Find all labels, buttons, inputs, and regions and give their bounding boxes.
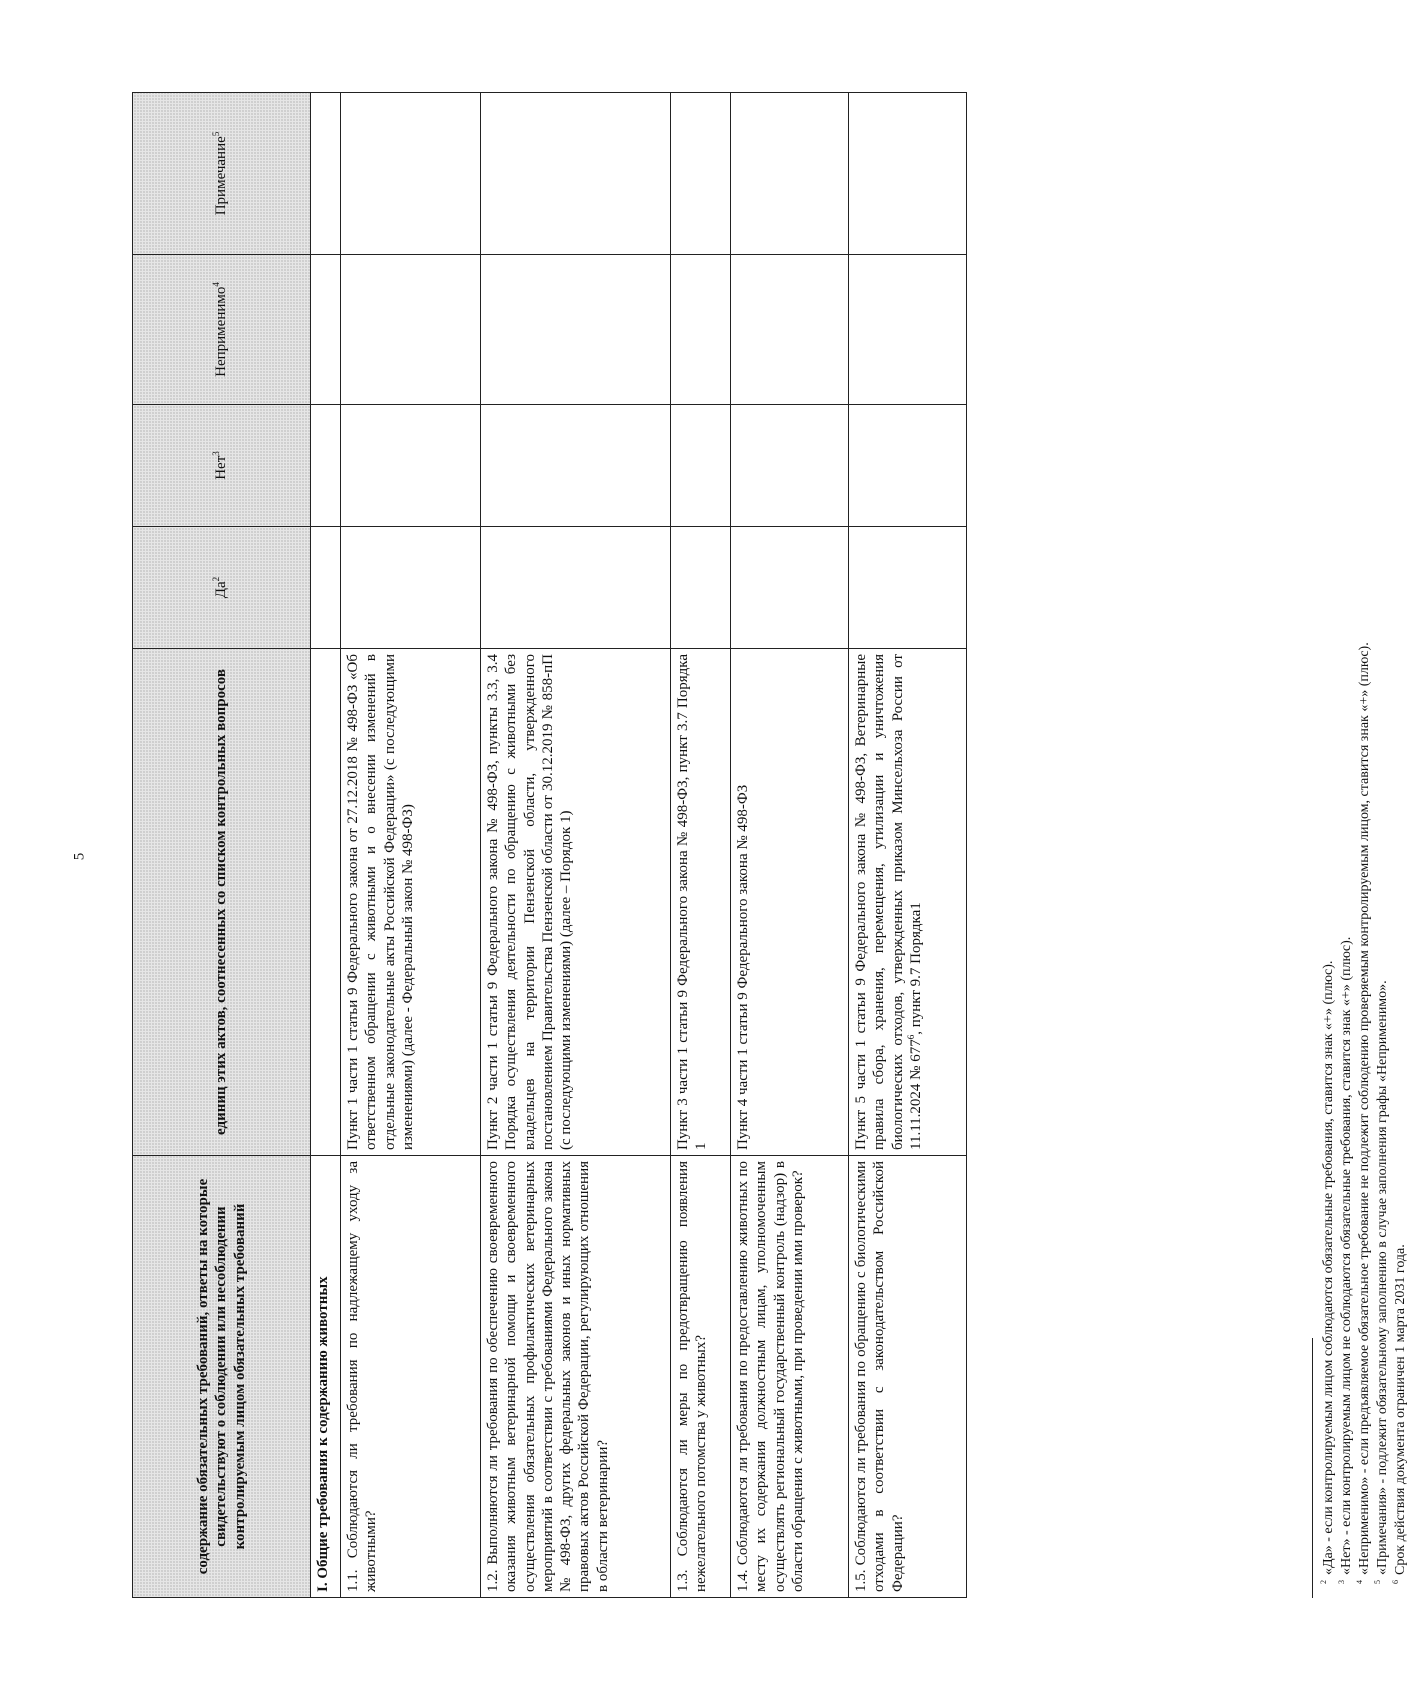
footnote: $^4$«Неприменимо» - если предъявляемое обязательное требование не подлежит соблюдению проверяемым контролируемым лицом, ставится знак «+» (плюс). [1355, 642, 1372, 1584]
header-yes: $Да^2$ [133, 527, 311, 649]
rotated-page-content [0, 45, 1408, 1640]
acts-cell: Пункт 3 части 1 статьи 9 Федерального закона № 498-ФЗ, пункт 3.7 Порядка 1 [671, 649, 731, 1156]
acts-cell: Пункт 1 части 1 статьи 9 Федерального закона от 27.12.2018 № 498-ФЗ «Об ответственном обращении с животными и о внесении изменений в отдельные законодательные акты Российской Федерации» (с последующими изменениями) (далее - Федеральный закон № 498-ФЗ) [341, 649, 481, 1156]
table-row [671, 93, 731, 1598]
table-row [731, 93, 849, 1598]
table-header-row [133, 93, 311, 1598]
answer-no-cell[interactable] [731, 405, 849, 527]
answer-yes-cell[interactable] [481, 527, 671, 649]
header-note: Примечание$^5$ [133, 93, 311, 255]
acts-tail-text: , пункт 9.7 Порядка1 [907, 902, 924, 1035]
answer-no-cell[interactable] [849, 405, 967, 527]
answer-not-applicable-cell[interactable] [849, 255, 967, 405]
note-cell[interactable] [731, 93, 849, 255]
note-cell[interactable] [849, 93, 967, 255]
requirement-cell: 1.4. Соблюдаются ли требования по предоставлению животных по месту их содержания должностным лицам, уполномоченным осуществлять региональный государственный контроль (надзор) в области обращения с животными, при проведении ими проверок? [731, 1156, 849, 1598]
section-title: I. Общие требования к содержанию животных [311, 1156, 341, 1598]
footnote: $^3$«Нет» - если контролируемым лицом не соблюдаются обязательные требования, ставится знак «+» (плюс). [1337, 936, 1354, 1584]
header-acts: единиц этих актов, соотнесенных со списком контрольных вопросов [133, 649, 311, 1156]
section-empty-cell [311, 255, 341, 405]
answer-not-applicable-cell[interactable] [731, 255, 849, 405]
answer-not-applicable-cell[interactable] [671, 255, 731, 405]
answer-no-cell[interactable] [341, 405, 481, 527]
answer-yes-cell[interactable] [671, 527, 731, 649]
section-empty-cell [311, 527, 341, 649]
footnote: $^6$Срок действия документа ограничен 1 марта 2031 года. [1390, 1244, 1408, 1584]
section-empty-cell [311, 93, 341, 255]
page-number: 5 [71, 852, 88, 861]
acts-cell [849, 649, 967, 1156]
footnote-divider [1312, 1338, 1313, 1598]
header-no: Нет$^3$ [133, 405, 311, 527]
requirement-cell: 1.2. Выполняются ли требования по обеспечению своевременного оказания животным ветеринарной помощи и своевременного осуществления обязательных профилактических ветеринарных мероприятий в соответствии с требованиями Федерального закона № 498-ФЗ, других федеральных законов и иных нормативных правовых актов Российской Федерации, регулирующих отношения в области ветеринарии? [481, 1156, 671, 1598]
answer-no-cell[interactable] [481, 405, 671, 527]
answer-not-applicable-cell[interactable] [341, 255, 481, 405]
table-row [481, 93, 671, 1598]
footnotes [1320, 84, 1410, 1584]
answer-yes-cell[interactable] [731, 527, 849, 649]
answer-yes-cell[interactable] [341, 527, 481, 649]
table-row [849, 93, 967, 1598]
footnote: $^5$«Примечания» - подлежит обязательному заполнению в случае заполнения графы «Неприменимо». [1373, 980, 1390, 1584]
requirement-cell: 1.3. Соблюдаются ли меры по предотвращению появления нежелательного потомства у животных? [671, 1156, 731, 1598]
requirement-cell: 1.1. Соблюдаются ли требования по надлежащему уходу за животными? [341, 1156, 481, 1598]
checklist-table [132, 92, 967, 1598]
requirement-cell: 1.5. Соблюдаются ли требования по обращению с биологическими отходами в соответствии с законодательством Российской Федерации? [849, 1156, 967, 1598]
acts-cell: Пункт 4 части 1 статьи 9 Федерального закона № 498-ФЗ [731, 649, 849, 1156]
note-cell[interactable] [671, 93, 731, 255]
section-empty-cell [311, 405, 341, 527]
acts-main-text: Пункт 5 части 1 статьи 9 Федерального закона № 498-ФЗ, Ветеринарные правила сбора, хранения, перемещения, утилизации и уничтожения биологических отходов, утвержденных приказом Минсельхоза России от 11.11.2024 № 677 [853, 654, 924, 1150]
footnote: $^2$«Да» - если контролируемым лицом соблюдаются обязательные требования, ставится знак «+» (плюс). [1319, 960, 1336, 1584]
footnote-ref: 6 [905, 1034, 916, 1040]
acts-cell: Пункт 2 части 1 статьи 9 Федерального закона № 498-ФЗ, пункты 3.3, 3.4 Порядка осуществления деятельности по обращению с животными без владельцев на территории Пензенской области, утвержденного постановлением Правительства Пензенской области от 30.12.2019 № 858-пП (с последующими изменениями) (далее – Порядок 1) [481, 649, 671, 1156]
note-cell[interactable] [341, 93, 481, 255]
answer-not-applicable-cell[interactable] [481, 255, 671, 405]
header-not-applicable: Неприменимо$^4$ [133, 255, 311, 405]
header-requirement: содержание обязательных требований, ответы на которые свидетельствуют о соблюдении или несоблюдении контролируемым лицом обязательных требований [133, 1156, 311, 1598]
section-row [311, 93, 341, 1598]
section-empty-cell [311, 649, 341, 1156]
answer-yes-cell[interactable] [849, 527, 967, 649]
answer-no-cell[interactable] [671, 405, 731, 527]
table-row [341, 93, 481, 1598]
note-cell[interactable] [481, 93, 671, 255]
